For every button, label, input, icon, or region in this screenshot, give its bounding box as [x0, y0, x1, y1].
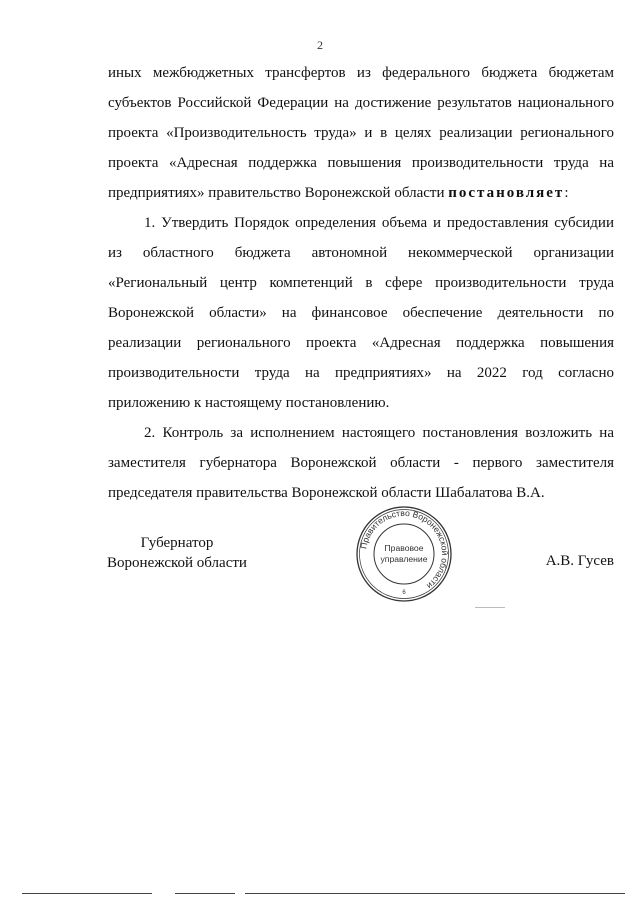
- position-line-2: Воронежской области: [107, 555, 247, 571]
- paragraph-item-2: 2. Контроль за исполнением настоящего постановления возложить на заместителя губернатора Воронежской области - первого заместителя председателя правительства Воронежской области Шабалатова В.А.: [108, 425, 614, 501]
- signatory-position: [82, 533, 272, 573]
- document-body: [108, 58, 614, 508]
- footer-rule-segment: [175, 893, 235, 894]
- position-line-1: Губернатор: [140, 535, 214, 551]
- paragraph-preamble: [108, 58, 614, 208]
- signature-block: [0, 530, 640, 610]
- page-number: 2: [317, 38, 323, 52]
- page-footer-rule: [0, 889, 640, 899]
- official-seal-stamp: [354, 504, 454, 604]
- preamble-text: иных межбюджетных трансфертов из федерального бюджета бюджетам субъектов Российской Федерации на достижение результатов национального проекта «Производительность труда» и в целях реализации регионального проекта «Адресная поддержка повышения производительности труда на предприятиях» правительство Воронежской области: [108, 65, 614, 201]
- faint-line-mark: [475, 607, 505, 608]
- footer-rule-segment: [245, 893, 625, 894]
- decree-keyword: постановляет: [448, 185, 565, 201]
- seal-center-line-2: управление: [380, 554, 428, 564]
- seal-ring-text: Правительство Воронежской области: [358, 507, 451, 592]
- signatory-name: А.В. Гусев: [545, 553, 614, 569]
- preamble-colon: :: [564, 185, 569, 201]
- footer-rule-segment: [22, 893, 152, 894]
- seal-center-line-1: Правовое: [384, 543, 424, 553]
- seal-number: 6: [402, 590, 406, 596]
- paragraph-item-1: 1. Утвердить Порядок определения объема и предоставления субсидии из областного бюджета автономной некоммерческой организации «Региональный центр компетенций в сфере производительности труда Воронежской области» на финансовое обеспечение деятельности по реализации регионального проекта «Адресная поддержка повышения производительности труда на предприятиях» на 2022 год согласно приложению к настоящему постановлению.: [108, 215, 614, 411]
